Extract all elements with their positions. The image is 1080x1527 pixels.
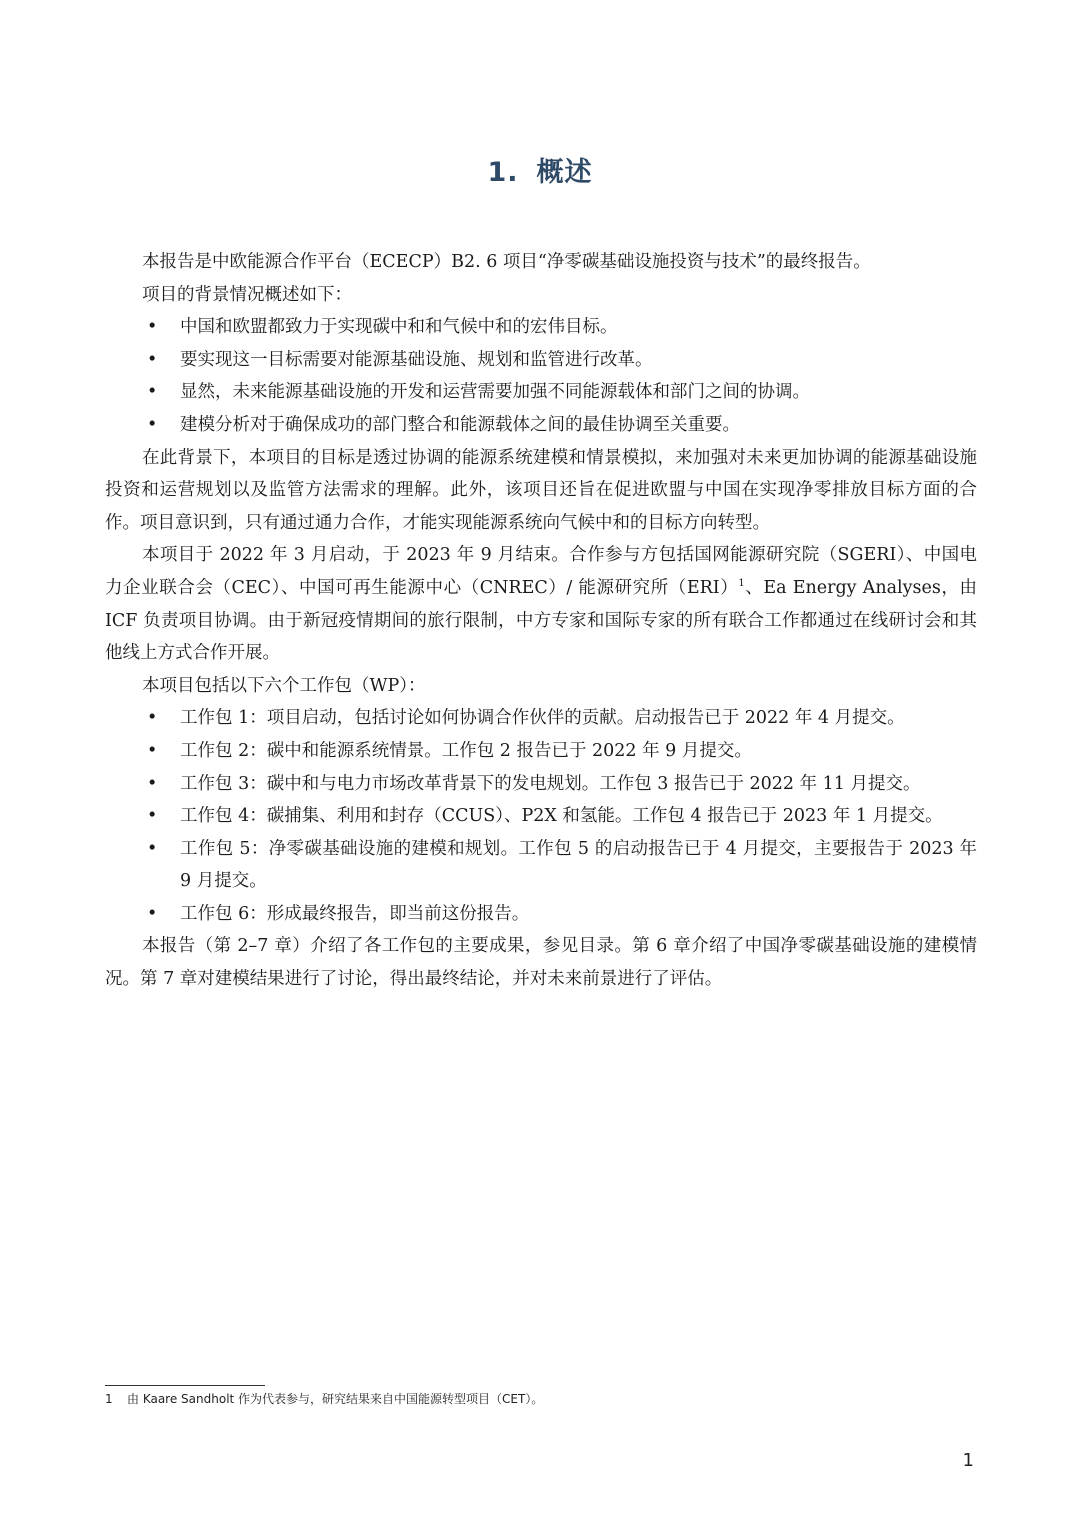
bullet-icon: • (147, 708, 158, 729)
list-item: • 工作包 4：碳捕集、利用和封存（CCUS）、P2X 和氢能。工作包 4 报告已于 2023 年 1 月提交。 (105, 800, 977, 833)
footnote-text: 由 Kaare Sandholt 作为代表参与，研究结果来自中国能源转型项目（CET）。 (127, 1392, 544, 1406)
workpackage-lead: 本项目包括以下六个工作包（WP）： (142, 675, 426, 696)
closing-paragraph: 本报告（第 2–7 章）介绍了各工作包的主要成果，参见目录。第 6 章介绍了中国净零碳基础设施的建模情况。第 7 章对建模结果进行了讨论，得出最终结论，并对未来前景进行了评估。 (105, 936, 977, 990)
chapter-number: 1. (487, 157, 519, 188)
page-number: 1 (962, 1450, 974, 1471)
list-item: • 显然，未来能源基础设施的开发和运营需要加强不同能源载体和部门之间的协调。 (105, 376, 977, 409)
background-lead: 项目的背景情况概述如下： (142, 284, 352, 305)
bullet-icon: • (147, 838, 158, 859)
list-item: • 工作包 6：形成最终报告，即当前这份报告。 (105, 898, 977, 931)
list-item: • 要实现这一目标需要对能源基础设施、规划和监管进行改革。 (105, 344, 977, 377)
bullet-icon: • (147, 382, 158, 403)
bullet-icon: • (147, 773, 158, 794)
bullet-icon: • (147, 317, 158, 338)
bullet-icon: • (147, 414, 158, 435)
bullet-icon: • (147, 740, 158, 761)
background-list (105, 311, 977, 441)
list-item: • 工作包 1：项目启动，包括讨论如何协调合作伙伴的贡献。启动报告已于 2022 年 4 月提交。 (105, 702, 977, 735)
list-item: • 工作包 3：碳中和与电力市场改革背景下的发电规划。工作包 3 报告已于 2022 年 11 月提交。 (105, 768, 977, 801)
list-item: • 工作包 2：碳中和能源系统情景。工作包 2 报告已于 2022 年 9 月提交。 (105, 735, 977, 768)
list-item: • 工作包 5：净零碳基础设施的建模和规划。工作包 5 的启动报告已于 4 月提交，主要报告于 2023 年 9 月提交。 (105, 833, 977, 898)
bullet-icon: • (147, 349, 158, 370)
bullet-icon: • (147, 806, 158, 827)
footnote (105, 1390, 977, 1407)
list-item: • 中国和欧盟都致力于实现碳中和和气候中和的宏伟目标。 (105, 311, 977, 344)
footnote-reference[interactable]: 1 (738, 578, 745, 590)
footnote-divider (105, 1385, 265, 1386)
goal-paragraph: 在此背景下，本项目的目标是透过协调的能源系统建模和情景模拟，来加强对未来更加协调的能源基础设施投资和运营规划以及监管方法需求的理解。此外，该项目还旨在促进欧盟与中国在实现净零排放目标方面的合作。项目意识到，只有通过通力合作，才能实现能源系统向气候中和的目标方向转型。 (105, 447, 977, 533)
list-item: • 建模分析对于确保成功的部门整合和能源载体之间的最佳协调至关重要。 (105, 409, 977, 442)
body-text (105, 246, 977, 996)
workpackage-list (105, 702, 977, 930)
chapter-heading (0, 150, 1080, 189)
intro-paragraph: 本报告是中欧能源合作平台（ECECP）B2. 6 项目“净零碳基础设施投资与技术”的最终报告。 (142, 252, 871, 272)
footnote-number: 1 (105, 1392, 113, 1406)
chapter-title: 概述 (536, 157, 593, 188)
bullet-icon: • (147, 903, 158, 924)
timeline-paragraph: 本项目于 2022 年 3 月启动，于 2023 年 9 月结束。合作参与方包括国网能源研究院（SGERI）、中国电力企业联合会（CEC）、中国可再生能源中心（CNREC）/ 能源研究所（ERI）$^1$、Ea Energy Analyses，由 ICF 负责项目协调。由于新冠疫情期间的旅行限制，中方专家和国际专家的所有联合工作都通过在线研讨会和其他线上方式合作开展。 (105, 545, 977, 664)
